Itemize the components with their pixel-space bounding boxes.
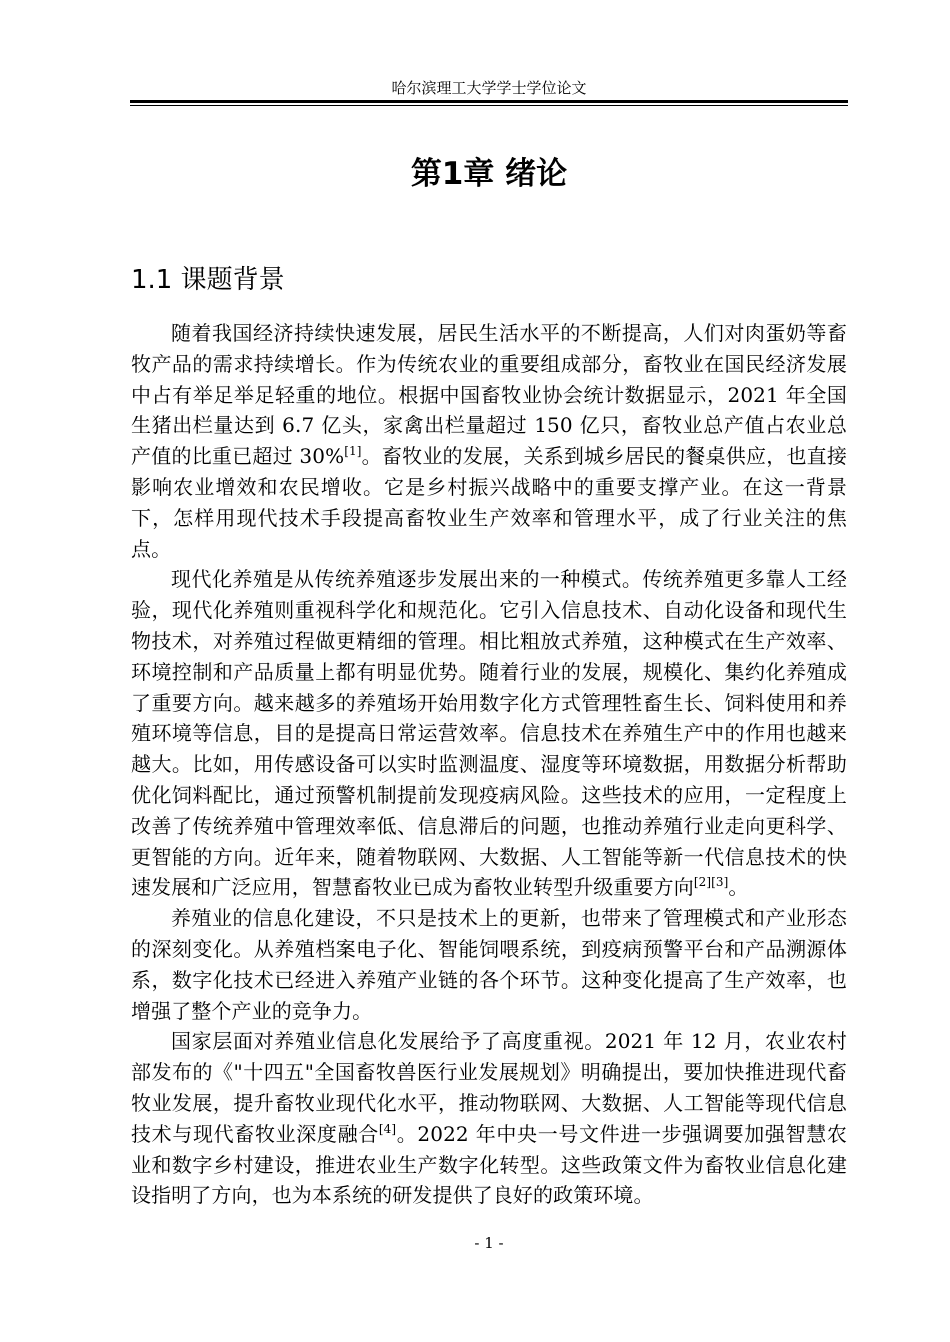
body-text	[131, 318, 847, 1211]
header-rule-thin	[130, 105, 848, 106]
chapter-title: 第1章 绪论	[410, 156, 568, 192]
citation: [1]	[344, 444, 362, 459]
paragraph-text: 。畜牧业的发展，关系到城乡居民的餐桌供应，也直接影响农业增效和农民增收。它是乡村振兴战略中的重要支撑产业。在这一背景下，怎样用现代技术手段提高畜牧业生产效率和管理水平，成了行业关注的焦点。	[131, 444, 848, 561]
paragraph	[131, 903, 847, 1026]
citation: [2][3]	[693, 875, 729, 890]
paragraph-text: 养殖业的信息化建设，不只是技术上的更新，也带来了管理模式和产业形态的深刻变化。从养殖档案电子化、智能饲喂系统，到疫病预警平台和产品溯源体系，数字化技术已经进入养殖产业链的各个环节。这种变化提高了生产效率，也增强了整个产业的竞争力。	[131, 906, 847, 1023]
paragraph	[131, 318, 847, 564]
paragraph	[131, 564, 847, 903]
paragraph-text: 随着我国经济持续快速发展，居民生活水平的不断提高，人们对肉蛋奶等畜牧产品的需求持续增长。作为传统农业的重要组成部分，畜牧业在国民经济发展中占有举足举足轻重的地位。根据中国畜牧业协会统计数据显示，2021 年全国生猪出栏量达到 6.7 亿头，家禽出栏量超过 150 亿只，畜牧业总产值占农业总产值的比重已超过 30%	[131, 321, 847, 469]
page-number: - 1 -	[474, 1234, 504, 1252]
citation: [4]	[378, 1121, 397, 1136]
paragraph-text: 。2022 年中央一号文件进一步强调要加强智慧农业和数字乡村建设，推进农业生产数字化转型。这些政策文件为畜牧业信息化建设指明了方向，也为本系统的研发提供了良好的政策环境。	[131, 1121, 848, 1208]
paragraph-text: 。	[728, 875, 749, 900]
header-rule-thick	[130, 100, 848, 103]
paragraph-text: 现代化养殖是从传统养殖逐步发展出来的一种模式。传统养殖更多靠人工经验，现代化养殖则重视科学化和规范化。它引入信息技术、自动化设备和现代生物技术，对养殖过程做更精细的管理。相比粗放式养殖，这种模式在生产效率、环境控制和产品质量上都有明显优势。随着行业的发展，规模化、集约化养殖成了重要方向。越来越多的养殖场开始用数字化方式管理牲畜生长、饲料使用和养殖环境等信息，目的是提高日常运营效率。信息技术在养殖生产中的作用也越来越大。比如，用传感设备可以实时监测温度、湿度等环境数据，用数据分析帮助优化饲料配比，通过预警机制提前发现疫病风险。这些技术的应用，一定程度上改善了传统养殖中管理效率低、信息滞后的问题，也推动养殖行业走向更科学、更智能的方向。近年来，随着物联网、大数据、人工智能等新一代信息技术的快速发展和广泛应用，智慧畜牧业已成为畜牧业转型升级重要方向	[131, 567, 847, 900]
paragraph	[131, 1026, 847, 1211]
paragraph-text: 国家层面对养殖业信息化发展给予了高度重视。2021 年 12 月，农业农村部发布的《"十四五"全国畜牧兽医行业发展规划》明确提出，要加快推进现代畜牧业发展，提升畜牧业现代化水平，推动物联网、大数据、人工智能等现代信息技术与现代畜牧业深度融合	[131, 1029, 847, 1146]
running-header: 哈尔滨理工大学学士学位论文	[391, 79, 587, 97]
section-title: 1.1 课题背景	[131, 265, 285, 295]
